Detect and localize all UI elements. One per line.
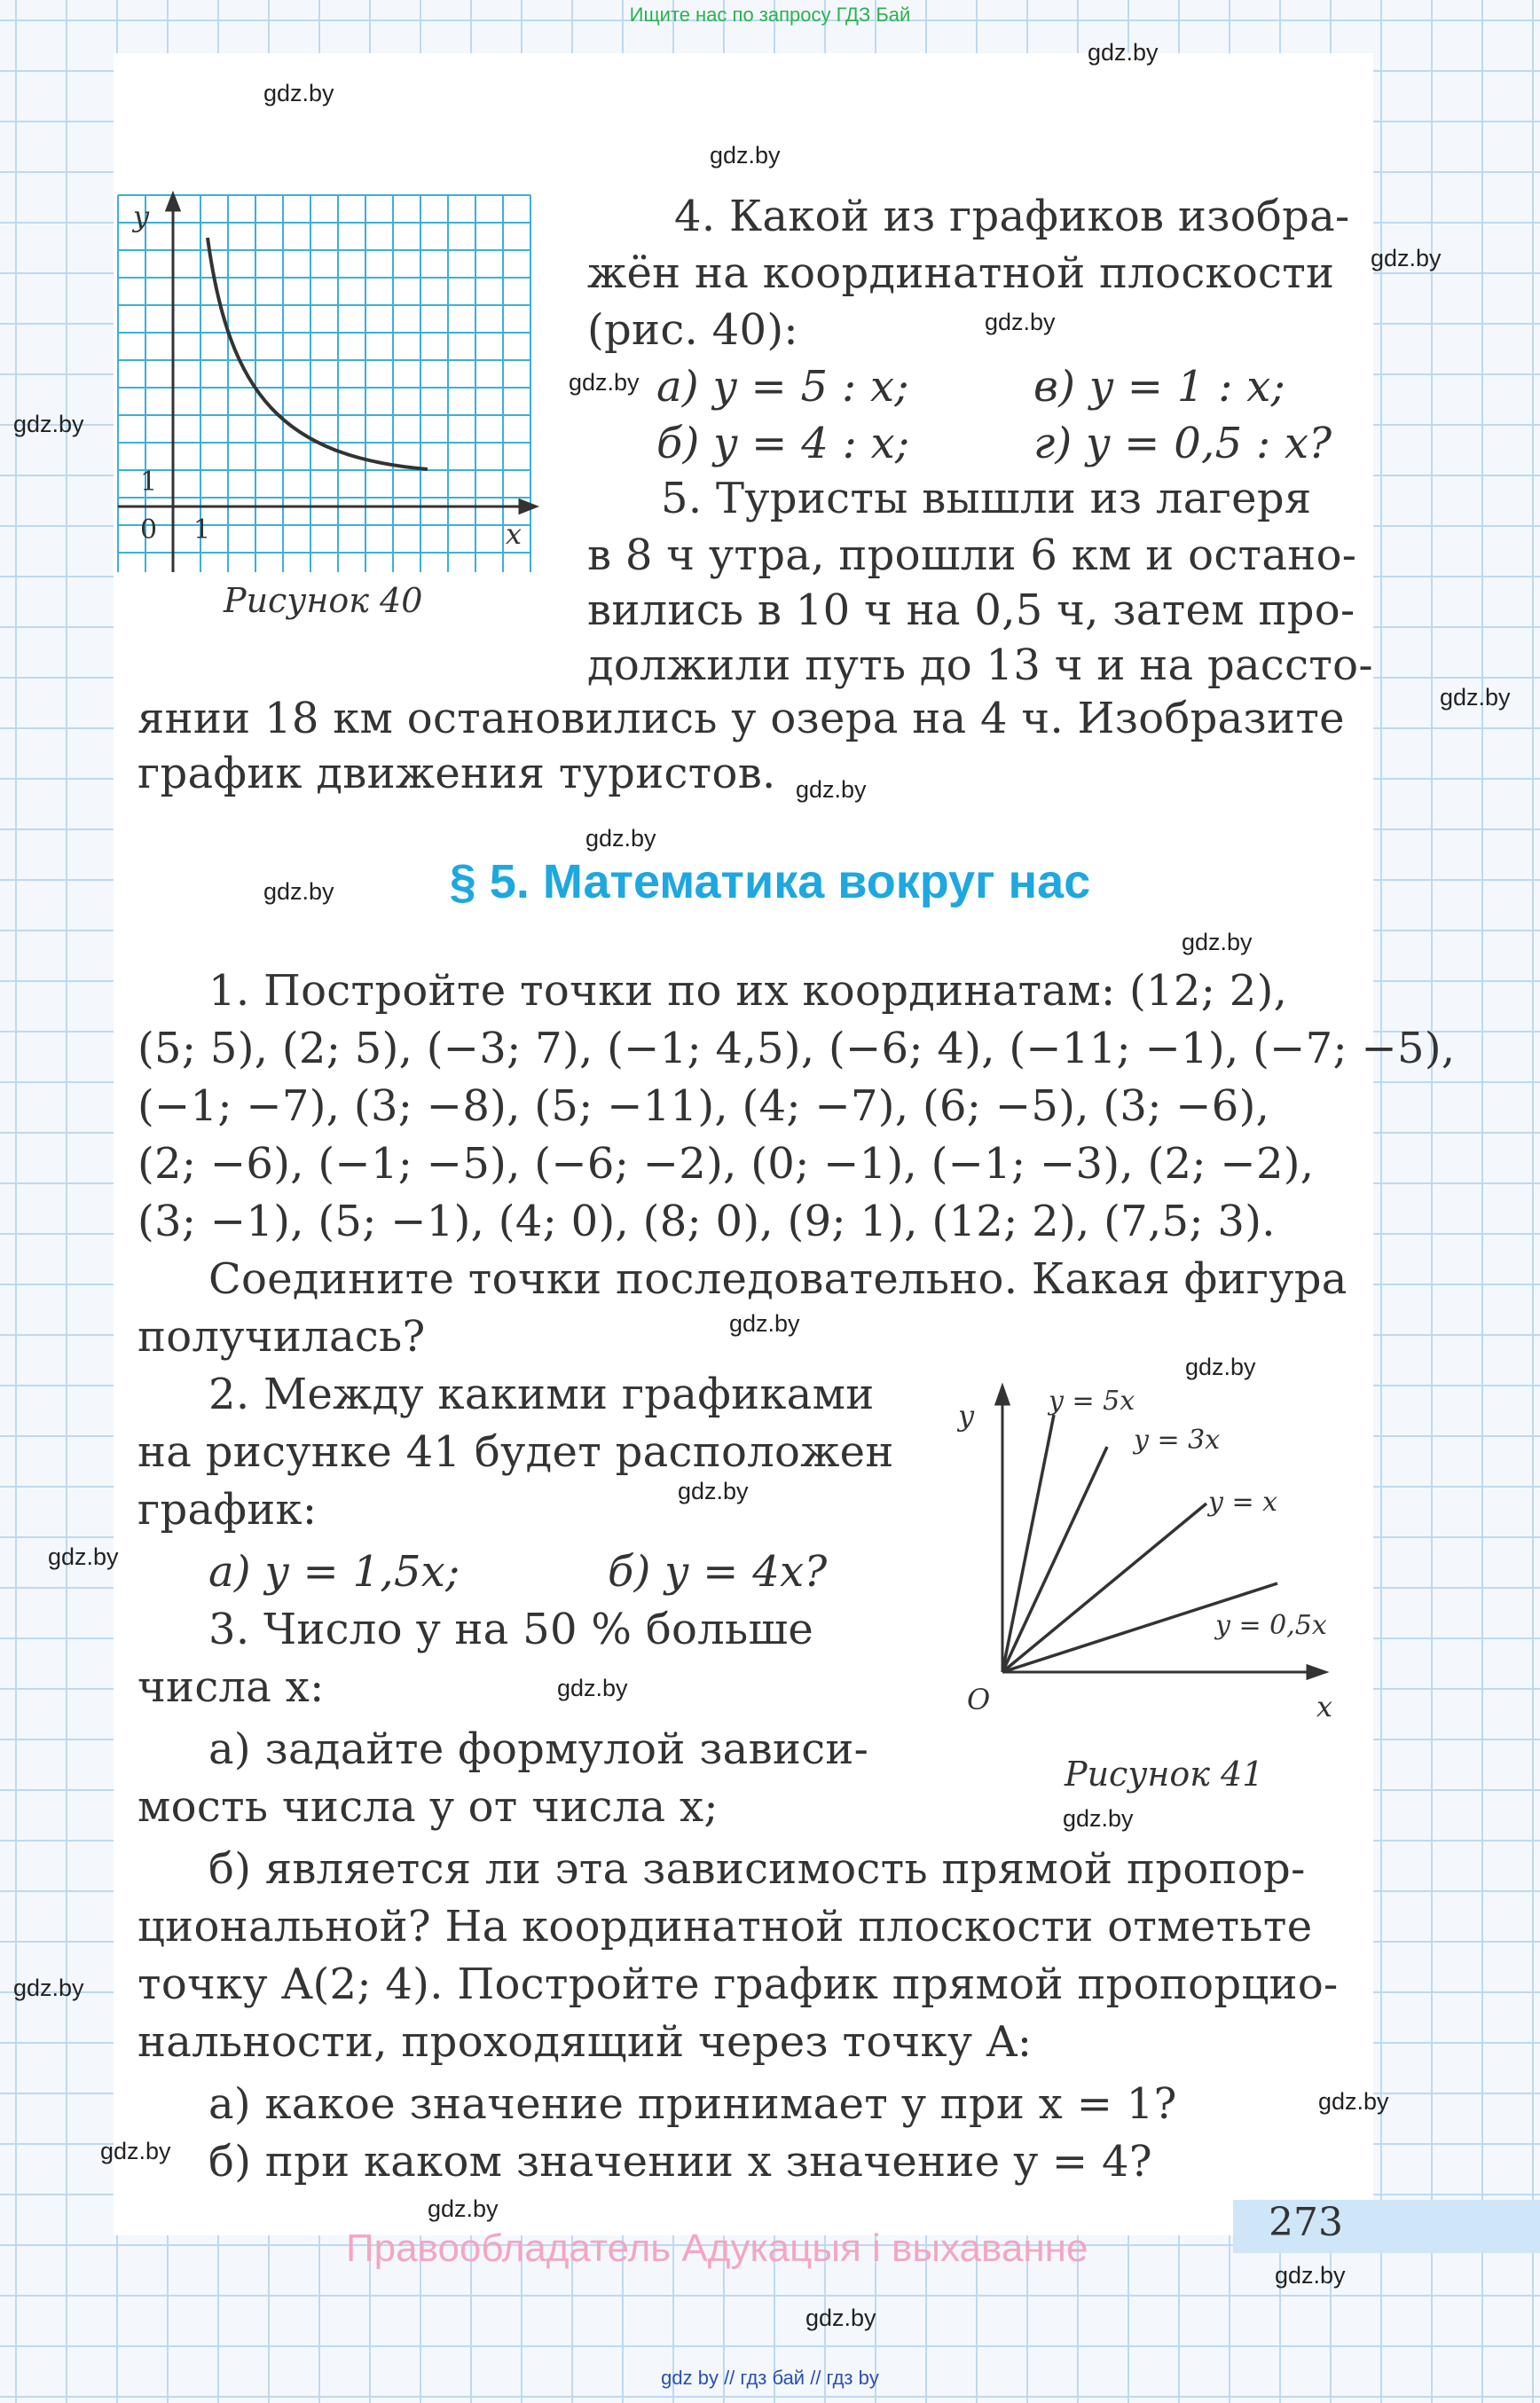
- watermark[interactable]: gdz.by: [729, 1310, 800, 1337]
- s5task3-line-9: а) какое значение принимает y при x = 1?: [208, 2079, 1177, 2129]
- s5task3-line-5: б) является ли эта зависимость прямой пропор-: [208, 1844, 1306, 1894]
- task4-line-1: 4. Какой из графиков изобра-: [674, 192, 1350, 241]
- task4-option-v: в) y = 1 : x;: [1033, 362, 1286, 412]
- fig40-y-label: y: [133, 200, 150, 233]
- s5task1-line-3: (−1; −7), (3; −8), (5; −11), (4; −7), (6; −5), (3; −6),: [138, 1081, 1270, 1131]
- s5task1-line-2: (5; 5), (2; 5), (−3; 7), (−1; 4,5), (−6; 4), (−11; −1), (−7; −5),: [138, 1024, 1456, 1073]
- s5task3-line-1: 3. Число y на 50 % больше: [208, 1605, 814, 1654]
- s5task2-line-3: график:: [138, 1485, 318, 1535]
- fig41-y-label: y: [958, 1399, 975, 1433]
- task5-line-4: должили путь до 13 ч и на расстo-: [587, 640, 1373, 690]
- task4-option-a: а) y = 5 : x;: [656, 362, 909, 412]
- s5task2-line-1: 2. Между какими графиками: [208, 1370, 875, 1419]
- fig41-label-3x: y = 3x: [1134, 1425, 1221, 1456]
- watermark[interactable]: gdz.by: [557, 1675, 628, 1701]
- watermark[interactable]: gdz.by: [1185, 1354, 1256, 1380]
- watermark[interactable]: gdz.by: [985, 309, 1056, 335]
- s5task3-line-3: а) задайте формулой зависи-: [208, 1724, 869, 1774]
- watermark[interactable]: gdz.by: [1275, 2262, 1346, 2289]
- s5task3-line-2: числа x:: [138, 1662, 325, 1712]
- figure-40: [114, 191, 539, 581]
- watermark[interactable]: gdz.by: [805, 2305, 876, 2331]
- fig40-x-tick: 1: [193, 514, 211, 546]
- s5task1-line-4: (2; −6), (−1; −5), (−6; −2), (0; −1), (−1; −3), (2; −2),: [138, 1139, 1315, 1189]
- footer-links[interactable]: gdz by // гдз бай // гдз by: [661, 2367, 879, 2389]
- watermark[interactable]: gdz.by: [1182, 929, 1253, 955]
- task5-line-3: вились в 10 ч на 0,5 ч, затем про-: [587, 585, 1355, 635]
- task5-line-6: график движения туристов.: [138, 749, 776, 798]
- s5task2-line-2: на рисунке 41 будет расположен: [138, 1427, 894, 1477]
- figure-40-caption: Рисунок 40: [224, 581, 423, 620]
- s5task1-line-6: Соедините точки последовательно. Какая фигура: [208, 1254, 1348, 1304]
- fig40-origin: 0: [140, 514, 158, 546]
- s5task3-line-10: б) при каком значении x значение y = 4?: [208, 2137, 1152, 2187]
- watermark[interactable]: gdz.by: [710, 142, 781, 169]
- figure-41: [940, 1379, 1348, 1734]
- watermark[interactable]: gdz.by: [585, 825, 656, 852]
- watermark[interactable]: gdz.by: [48, 1543, 119, 1570]
- s5task3-line-8: нальности, проходящий через точку A:: [138, 2017, 1033, 2067]
- s5task2-option-a: а) y = 1,5x;: [208, 1547, 460, 1597]
- task4-line-3: (рис. 40):: [587, 305, 798, 355]
- watermark[interactable]: gdz.by: [263, 878, 334, 905]
- s5task2-option-b: б) y = 4x?: [608, 1547, 828, 1597]
- fig41-label-5x: y = 5x: [1049, 1386, 1135, 1417]
- fig41-line-x: [1002, 1504, 1206, 1672]
- watermark[interactable]: gdz.by: [1440, 684, 1511, 711]
- watermark[interactable]: gdz.by: [428, 2195, 499, 2222]
- s5task1-line-7: получилась?: [138, 1312, 426, 1362]
- task4-option-g: г) y = 0,5 : x?: [1033, 419, 1332, 468]
- fig41-line-5x: [1002, 1415, 1054, 1672]
- watermark[interactable]: gdz.by: [569, 369, 640, 396]
- fig40-hyperbola: [208, 238, 428, 469]
- watermark[interactable]: gdz.by: [263, 80, 334, 106]
- fig40-y-tick: 1: [140, 467, 158, 498]
- watermark[interactable]: gdz.by: [1371, 245, 1442, 271]
- fig41-origin: O: [967, 1683, 991, 1716]
- fig41-label-x: y = x: [1208, 1487, 1278, 1518]
- task5-line-1: 5. Туристы вышли из лагеря: [661, 474, 1312, 523]
- task4-line-2: жён на координатной плоскости: [587, 248, 1335, 298]
- top-banner[interactable]: Ищите нас по запросу ГДЗ Бай: [629, 4, 911, 26]
- section-heading: § 5. Математика вокруг нас: [449, 855, 1091, 908]
- s5task1-line-5: (3; −1), (5; −1), (4; 0), (8; 0), (9; 1), (12; 2), (7,5; 3).: [138, 1197, 1276, 1246]
- figure-41-caption: Рисунок 41: [1065, 1755, 1264, 1794]
- fig40-x-label: x: [506, 517, 522, 551]
- task4-option-b: б) y = 4 : x;: [656, 419, 910, 468]
- watermark[interactable]: gdz.by: [678, 1478, 749, 1504]
- watermark[interactable]: gdz.by: [1318, 2088, 1389, 2115]
- task5-line-2: в 8 ч утра, прошли 6 км и остано-: [587, 530, 1357, 580]
- task5-line-5: янии 18 км остановились у озера на 4 ч. Изобразите: [138, 694, 1345, 743]
- fig41-line-3x: [1002, 1447, 1107, 1672]
- rights-holder-text: Правообладатель Адукацыя і выхаванне: [346, 2226, 1088, 2270]
- fig41-x-label: x: [1316, 1690, 1333, 1724]
- watermark[interactable]: gdz.by: [1088, 39, 1159, 66]
- watermark[interactable]: gdz.by: [13, 411, 84, 437]
- watermark[interactable]: gdz.by: [1063, 1805, 1134, 1832]
- watermark[interactable]: gdz.by: [13, 1975, 84, 2001]
- watermark[interactable]: gdz.by: [100, 2138, 171, 2164]
- s5task1-line-1: 1. Постройте точки по их координатам: (12; 2),: [208, 966, 1288, 1016]
- page-number: 273: [1269, 2200, 1343, 2245]
- watermark[interactable]: gdz.by: [796, 776, 867, 803]
- s5task3-line-7: точку A(2; 4). Постройте график прямой пропорцио-: [138, 1959, 1339, 2009]
- s5task3-line-6: циональной? На координатной плоскости отметьте: [138, 1902, 1313, 1951]
- s5task3-line-4: мость числа y от числа x;: [138, 1782, 719, 1832]
- fig41-label-05x: y = 0,5x: [1215, 1610, 1327, 1641]
